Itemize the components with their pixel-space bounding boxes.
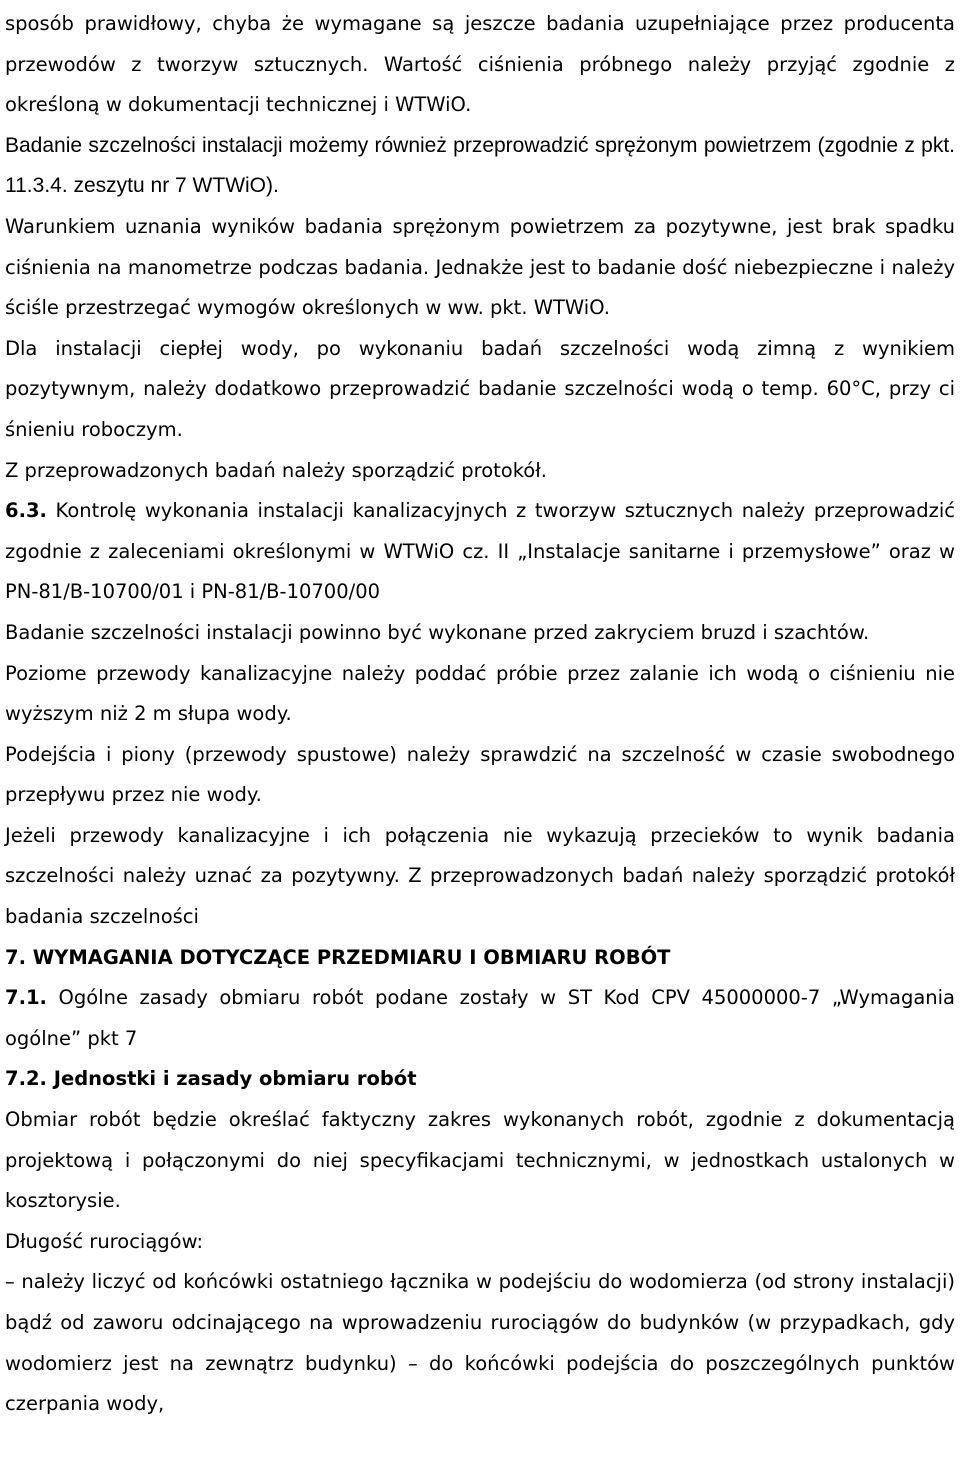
heading-text: 7.2. Jednostki i zasady obmiaru robót [5, 1067, 417, 1091]
paragraph-pressure-test [5, 4, 955, 126]
paragraph-text: Kontrolę wykonania instalacji kanalizacyjnych z tworzyw sztucznych należy przeprowadzić zgodnie z zaleceniami określonymi w WTWiO cz. II „Instalacje sanitarne i przemysłowe” oraz w PN-81/B-10700/01 i PN-81/B-10700/00 [5, 499, 955, 604]
paragraph-text: Badanie szczelności instalacji możemy również przeprowadzić sprężonym powietrzem (zgodnie z pkt. 11.3.4. zeszytu nr 7 WTWiO). [5, 133, 955, 198]
paragraph-pipe-length-rule [5, 1262, 955, 1424]
paragraph-section-7-1 [5, 978, 955, 1059]
heading-section-7-2 [5, 1059, 955, 1100]
paragraph-risers [5, 735, 955, 816]
paragraph-text: Obmiar robót będzie określać faktyczny zakres wykonanych robót, zgodnie z dokumentacją projektową i połączonymi do niej specyfikacjami technicznymi, w jednostkach ustalonych w kosztorysie. [5, 1108, 955, 1213]
paragraph-before-covering [5, 613, 955, 654]
paragraph-pipe-length [5, 1222, 955, 1263]
paragraph-section-6-3 [5, 491, 955, 613]
paragraph-text: – należy liczyć od końcówki ostatniego łącznika w podejściu do wodomierza (od strony instalacji) bądź od zaworu odcinającego na wprowadzeniu rurociągów do budynków (w przypadkach, gdy wodomierz jest na zewnątrz budynku) – do końcówki podejścia do poszczególnych punktów czerpania wody, [5, 1270, 955, 1416]
paragraph-text: Długość rurociągów: [5, 1229, 204, 1253]
paragraph-no-leaks [5, 816, 955, 938]
paragraph-text: Jeżeli przewody kanalizacyjne i ich połączenia nie wykazują przecieków to wynik badania szczelności należy uznać za pozytywny. Z przeprowadzonych badań należy sporządzić protokół badania szczelności [5, 823, 955, 929]
paragraph-text: Podejścia i piony (przewody spustowe) należy sprawdzić na szczelność w czasie swobodnego przepływu przez nie wody. [5, 742, 955, 807]
paragraph-horizontal-pipes [5, 654, 955, 735]
heading-text: 7. WYMAGANIA DOTYCZĄCE PRZEDMIARU I OBMIARU ROBÓT [5, 945, 671, 969]
paragraph-text: Dla instalacji ciepłej wody, po wykonaniu badań szczelności wodą zimną z wynikiem pozytywnym, należy dodatkowo przeprowadzić badanie szczelności wodą o temp. 60°C, przy ci śnieniu roboczym. [5, 336, 955, 441]
paragraph-protocol [5, 451, 955, 492]
paragraph-compressed-air [5, 126, 955, 207]
paragraph-test-result [5, 207, 955, 329]
document-page [5, 4, 955, 1425]
paragraph-text: Warunkiem uznania wyników badania sprężonym powietrzem za pozytywne, jest brak spadku ciśnienia na manometrze podczas badania. Jednakże jest to badanie dość niebezpieczne i należy ściśle przestrzegać wymogów określonych w ww. pkt. WTWiO. [5, 214, 955, 320]
paragraph-text: sposób prawidłowy, chyba że wymagane są jeszcze badania uzupełniające przez producenta przewodów z tworzyw sztucznych. Wartość ciśnienia próbnego należy przyjąć zgodnie z określoną w dokumentacji technicznej i WTWiO. [5, 12, 955, 117]
paragraph-text: Z przeprowadzonych badań należy sporządzić protokół. [5, 458, 547, 482]
heading-section-7 [5, 938, 955, 979]
paragraph-hot-water [5, 329, 955, 451]
paragraph-measurement [5, 1100, 955, 1222]
paragraph-text: Poziome przewody kanalizacyjne należy poddać próbie przez zalanie ich wodą o ciśnieniu nie wyższym niż 2 m słupa wody. [5, 661, 955, 726]
paragraph-text: Ogólne zasady obmiaru robót podane zostały w ST Kod CPV 45000000-7 „Wymagania ogólne” pkt 7 [5, 986, 955, 1050]
paragraph-text: Badanie szczelności instalacji powinno być wykonane przed zakryciem bruzd i szachtów. [5, 620, 870, 644]
section-number: 7.1. [5, 986, 47, 1010]
section-number: 6.3. [5, 499, 47, 523]
